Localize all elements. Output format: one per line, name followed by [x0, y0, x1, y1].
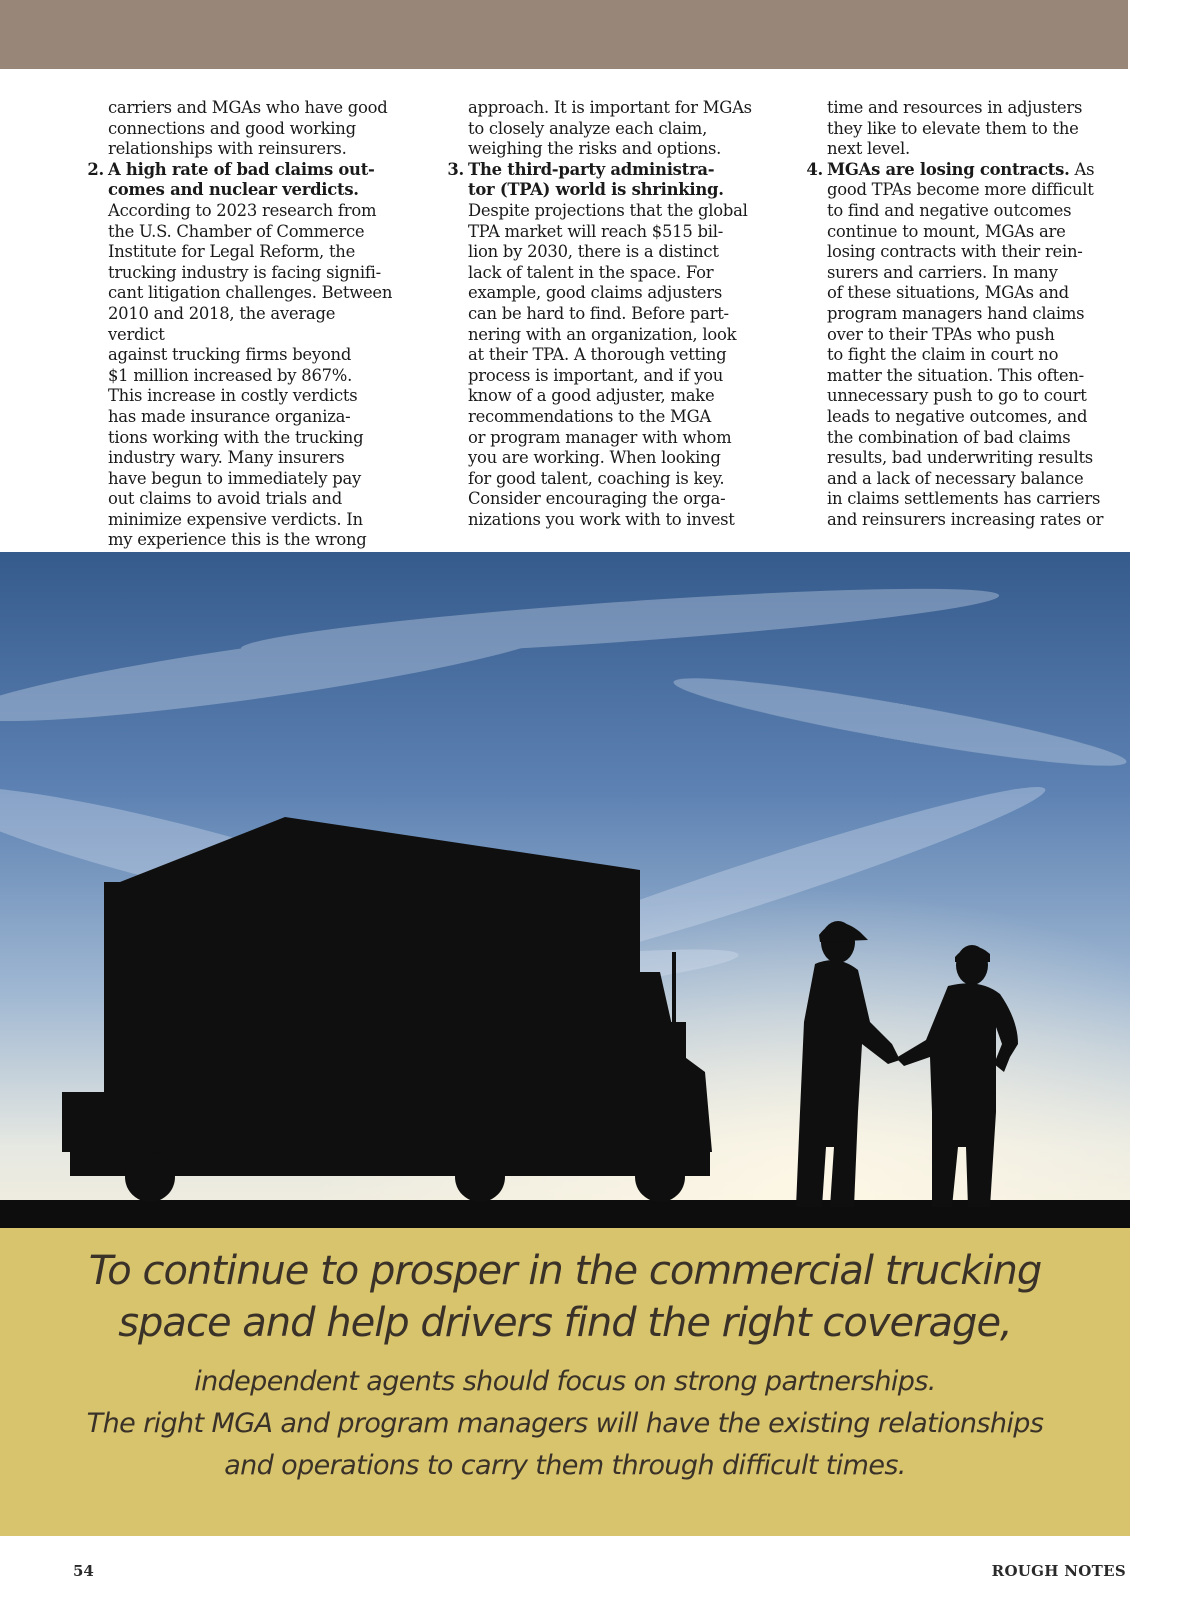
item-heading-line: comes and nuclear verdicts.	[108, 180, 359, 200]
text-line: nering with an organization, look	[468, 324, 737, 344]
text-line: 2010 and 2018, the average verdict	[108, 303, 336, 344]
text-line: the U.S. Chamber of Commerce	[108, 221, 365, 241]
text-line: leads to negative outcomes, and	[827, 406, 1088, 426]
text-line: Institute for Legal Reform, the	[108, 242, 356, 262]
text-line: know of a good adjuster, make	[468, 386, 715, 406]
text-line: process is important, and if you	[468, 365, 724, 385]
text-line: have begun to immediately pay	[108, 468, 361, 488]
text-line: example, good claims adjusters	[468, 283, 722, 303]
item-heading: MGAs are losing contracts.	[827, 159, 1070, 179]
text-line: in claims settlements has carriers	[827, 489, 1101, 509]
text-line: tions working with the trucking	[108, 427, 364, 447]
text-line: Despite projections that the global	[468, 200, 748, 220]
text-line: of these situations, MGAs and	[827, 283, 1069, 303]
text-line: connections and good working	[108, 118, 356, 138]
text-line: According to 2023 research from	[108, 200, 377, 220]
text-line: time and resources in adjusters	[827, 98, 1083, 117]
text-line: program managers hand claims	[827, 303, 1085, 323]
list-number: 2.	[87, 159, 104, 179]
text-line: to find and negative outcomes	[827, 200, 1072, 220]
text-line: approach. It is important for MGAs	[468, 98, 752, 117]
text-line: relationships with reinsurers.	[108, 139, 347, 159]
text-line: weighing the risks and options.	[468, 139, 722, 159]
list-item-4	[800, 160, 1112, 531]
pull-quote-line: space and help drivers find the right coverage,	[118, 1300, 1012, 1346]
text-line: matter the situation. This often-	[827, 365, 1084, 385]
text-column-3	[800, 98, 1112, 530]
item-heading-line: The third-party administra-	[468, 159, 715, 179]
text-line: out claims to avoid trials and	[108, 489, 342, 509]
item-heading-line: tor (TPA) world is shrinking.	[468, 180, 724, 200]
text-line: This increase in costly verdicts	[108, 386, 358, 406]
text-line: or program manager with whom	[468, 427, 732, 447]
text-line: losing contracts with their rein-	[827, 242, 1083, 262]
text-line: you are working. When looking	[468, 448, 721, 468]
paragraph	[81, 98, 393, 160]
text-line: continue to mount, MGAs are	[827, 221, 1066, 241]
text-line: and a lack of necessary balance	[827, 468, 1084, 488]
text-line: TPA market will reach $515 bil-	[468, 221, 723, 241]
pull-quote-line: independent agents should focus on strong partnerships.	[194, 1366, 936, 1397]
text-column-1	[81, 98, 393, 551]
pull-quote	[0, 1228, 1130, 1536]
text-line: industry wary. Many insurers	[108, 448, 345, 468]
text-line: cant litigation challenges. Between	[108, 283, 393, 303]
pull-quote-line: To continue to prosper in the commercial trucking	[88, 1248, 1042, 1294]
text-line: and reinsurers increasing rates or	[827, 509, 1104, 529]
text-line: nizations you work with to invest	[468, 509, 735, 529]
text-line: unnecessary push to go to court	[827, 386, 1087, 406]
text-line: can be hard to find. Before part-	[468, 303, 729, 323]
text-line: recommendations to the MGA	[468, 406, 711, 426]
publication-name: ROUGH NOTES	[991, 1562, 1126, 1580]
text-line: surers and carriers. In many	[827, 262, 1058, 282]
header-band	[0, 0, 1128, 69]
text-line: carriers and MGAs who have good	[108, 98, 388, 117]
text-line: has made insurance organiza-	[108, 406, 351, 426]
text-line: the combination of bad claims	[827, 427, 1071, 447]
text-line: Consider encouraging the orga-	[468, 489, 726, 509]
text-line: next level.	[827, 139, 910, 159]
page-number: 54	[73, 1562, 94, 1580]
paragraph	[800, 98, 1112, 160]
text-line: results, bad underwriting results	[827, 448, 1093, 468]
item-heading-line	[827, 160, 1112, 181]
photo-illustration	[0, 552, 1130, 1228]
truck-handshake-photo	[0, 552, 1130, 1228]
text-column-2	[441, 98, 753, 530]
text-line: trucking industry is facing signifi-	[108, 262, 381, 282]
text-fragment: As	[1069, 159, 1095, 179]
text-line: lion by 2030, there is a distinct	[468, 242, 719, 262]
text-line: over to their TPAs who push	[827, 324, 1055, 344]
text-line: $1 million increased by 867%.	[108, 365, 353, 385]
list-item-2	[81, 160, 393, 551]
text-line: lack of talent in the space. For	[468, 262, 714, 282]
pull-quote-line: The right MGA and program managers will have the existing relationships	[86, 1408, 1044, 1439]
paragraph	[441, 98, 753, 160]
text-line: my experience this is the wrong	[108, 530, 367, 550]
truck-silhouette	[62, 817, 712, 1202]
text-line: minimize expensive verdicts. In	[108, 509, 363, 529]
list-number: 3.	[447, 159, 464, 179]
text-line: at their TPA. A thorough vetting	[468, 345, 727, 365]
item-heading-line: A high rate of bad claims out-	[108, 159, 375, 179]
pull-quote-line: and operations to carry them through difficult times.	[224, 1450, 906, 1481]
list-number: 4.	[806, 159, 823, 179]
text-line: against trucking firms beyond	[108, 345, 352, 365]
text-line: to closely analyze each claim,	[468, 118, 708, 138]
text-line: they like to elevate them to the	[827, 118, 1079, 138]
text-line: good TPAs become more difficult	[827, 180, 1094, 200]
text-line: for good talent, coaching is key.	[468, 468, 725, 488]
list-item-3	[441, 160, 753, 531]
text-line: to fight the claim in court no	[827, 345, 1059, 365]
